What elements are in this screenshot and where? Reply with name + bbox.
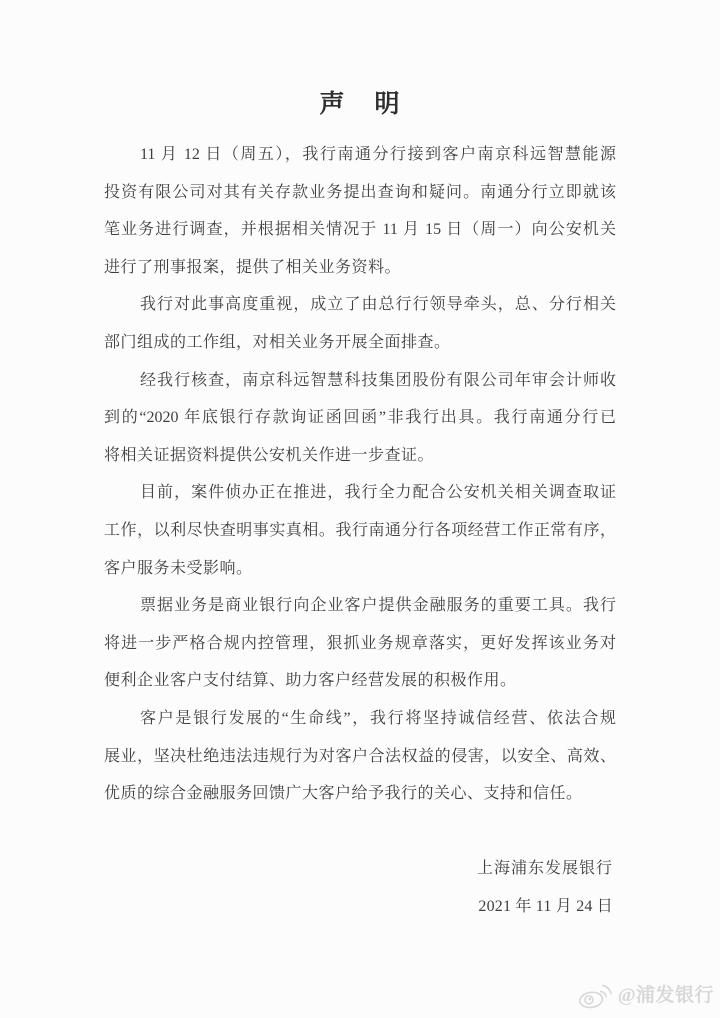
title-char-2: 明 (374, 91, 401, 118)
statement-line: 优质的综合金融服务回馈广大客户给予我行的关心、支持和信任。 (104, 785, 583, 803)
statement-line: 笔业务进行调查，并根据相关情况于 11 月 15 日（周一）向公安机关 (104, 221, 616, 239)
statement-line: 工作，以利尽快查明事实真相。我行南通分行各项经营工作正常有序， (104, 521, 616, 539)
watermark (578, 981, 714, 1010)
statement-line: 客户服务未受影响。 (104, 559, 253, 577)
statement-date: 2021 年 11 月 24 日 (478, 897, 613, 915)
statement-line: 经我行核查，南京科远智慧科技集团股份有限公司年审会计师收 (140, 371, 616, 389)
watermark-handle: @浦发银行 (617, 984, 714, 1006)
signature-gap (104, 813, 616, 851)
statement-line: 目前，案件侦办正在推进，我行全力配合公安机关相关调查取证 (140, 484, 616, 502)
statement-line: 部门组成的工作组，对相关业务开展全面排查。 (104, 333, 451, 351)
statement-body (104, 136, 616, 925)
statement-line: 11 月 12 日（周五），我行南通分行接到客户南京科远智慧能源 (140, 146, 616, 163)
statement-line: 展业，坚决杜绝违法违规行为对客户合法权益的侵害，以安全、高效、 (104, 747, 616, 765)
statement-line: 进行了刑事报案，提供了相关业务资料。 (104, 258, 402, 276)
statement-line: 将相关证据资料提供公安机关作进一步查证。 (104, 446, 435, 464)
statement-line: 投资有限公司对其有关存款业务提出查询和疑问。南通分行立即就该 (104, 183, 616, 201)
statement-line: 客户是银行发展的“生命线”，我行将坚持诚信经营、依法合规 (140, 709, 616, 727)
title-char-1: 声 (319, 91, 346, 118)
statement-line: 将进一步严格合规内控管理，狠抓业务规章落实，更好发挥该业务对 (104, 634, 616, 652)
signature: 上海浦东发展银行 (476, 860, 613, 878)
statement-line: 票据业务是商业银行向企业客户提供金融服务的重要工具。我行 (140, 597, 616, 615)
weibo-icon (578, 981, 613, 1010)
statement-line: 我行对此事高度重视，成立了由总行行领导牵头，总、分行相关 (140, 296, 616, 314)
statement-line: 到的“2020 年底银行存款询证函回函”非我行出具。我行南通分行已 (104, 409, 616, 427)
statement-line: 便利企业客户支付结算、助力客户经营发展的积极作用。 (104, 672, 517, 690)
statement-title (0, 90, 720, 120)
